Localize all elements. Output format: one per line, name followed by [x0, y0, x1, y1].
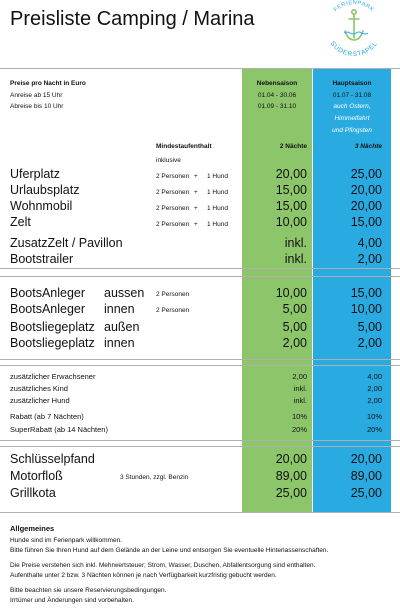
row-neben: 89,00 — [275, 469, 307, 483]
row-note: 3 Stunden, zzgl. Benzin — [120, 474, 189, 481]
row-name: zusätzliches Kind — [10, 384, 68, 393]
row-name: Uferplatz — [10, 167, 61, 181]
row-name: Rabatt (ab 7 Nächten) — [10, 412, 84, 421]
row-name: BootsAnleger — [10, 302, 86, 316]
row-name: zusätzlicher Hund — [10, 396, 70, 405]
divider — [0, 365, 400, 366]
row-plus: + — [194, 173, 198, 180]
page-title: Preisliste Camping / Marina — [10, 8, 255, 30]
minstay-haupt: 3 Nächte — [354, 143, 382, 150]
row-name: Motorfloß — [10, 469, 63, 483]
hauptsaison-note-1: auch Ostern, — [333, 103, 371, 110]
divider — [0, 440, 400, 441]
row-haupt: 20,00 — [350, 452, 382, 466]
row-haupt: 2,00 — [357, 252, 382, 266]
divider — [0, 268, 400, 269]
nebensaison-range-2: 01.09 - 31.10 — [257, 103, 297, 110]
row-haupt: 20,00 — [350, 183, 382, 197]
row-dog: 1 Hund — [207, 205, 228, 212]
row-neben: inkl. — [284, 236, 307, 250]
arrival-text: Anreise ab 15 Uhr — [10, 92, 63, 99]
general-heading: Allgemeines — [10, 524, 55, 533]
nebensaison-range-1: 01.04 - 30.06 — [257, 92, 297, 99]
inclusive-label: inklusive — [156, 157, 181, 164]
row-persons: 2 Personen — [156, 205, 190, 212]
hauptsaison-range: 01.07 - 31.08 — [332, 92, 372, 99]
row-neben: inkl. — [284, 252, 307, 266]
row-name: Zelt — [10, 215, 31, 229]
row-neben: 2,00 — [282, 336, 307, 350]
row-haupt: 5,00 — [357, 320, 382, 334]
row-haupt: 2,00 — [367, 396, 382, 405]
row-persons: 2 Personen — [156, 221, 190, 228]
row-plus: + — [194, 205, 198, 212]
row-neben: inkl. — [293, 396, 307, 405]
general-line: Bitte führen Sie Ihren Hund auf dem Gelände an der Leine und entsorgen Sie eventuelle Hinterlassenschaften. — [10, 547, 329, 554]
row-haupt: 4,00 — [357, 236, 382, 250]
row-name: Bootsliegeplatz — [10, 320, 95, 334]
row-haupt: 20% — [366, 425, 382, 434]
row-haupt: 25,00 — [350, 486, 382, 500]
price-label: Preise pro Nacht in Euro — [10, 80, 86, 87]
divider — [0, 276, 400, 277]
divider — [0, 446, 400, 447]
row-dog: 1 Hund — [207, 189, 228, 196]
row-where: außen — [104, 320, 140, 334]
general-line: Irrtümer und Änderungen sind vorbehalten. — [10, 597, 134, 604]
row-name: SuperRabatt (ab 14 Nächten) — [10, 425, 108, 434]
row-name: ZusatzZelt / Pavillon — [10, 236, 123, 250]
logo-bottom-text: SÜDERSTAPEL — [328, 40, 380, 56]
row-name: BootsAnleger — [10, 286, 86, 300]
svg-text:FERIENPARK — [333, 0, 375, 13]
row-plus: + — [194, 221, 198, 228]
row-neben: 5,00 — [282, 320, 307, 334]
row-persons: 2 Personen — [156, 189, 190, 196]
divider — [0, 359, 400, 360]
general-line: Die Preise verstehen sich inkl. Mehrwertsteuer; Strom, Wasser, Duschen, Abfallentsorgung sind enthalten. — [10, 562, 316, 569]
row-neben: 20% — [291, 425, 307, 434]
anchor-logo — [318, 0, 390, 56]
row-haupt: 20,00 — [350, 199, 382, 213]
row-where: aussen — [104, 286, 145, 300]
svg-text:SÜDERSTAPEL — [329, 40, 380, 56]
row-plus: + — [194, 189, 198, 196]
minstay-label: Mindestaufenthalt — [156, 143, 212, 150]
general-line: Aufenthalte unter 2 bzw. 3 Nächten können je nach Verfügbarkeit kurzfristig gebucht werden. — [10, 572, 277, 579]
divider — [0, 512, 400, 513]
divider — [0, 68, 400, 69]
row-haupt: 2,00 — [357, 336, 382, 350]
row-neben: 20,00 — [275, 452, 307, 466]
logo-top-text: FERIENPARK — [332, 0, 376, 14]
row-neben: 10,00 — [275, 286, 307, 300]
minstay-neben: 2 Nächte — [279, 143, 307, 150]
row-name: Schlüsselpfand — [10, 452, 95, 466]
row-where: innen — [104, 302, 135, 316]
hauptsaison-title: Hauptsaison — [332, 80, 372, 87]
row-name: Wohnmobil — [10, 199, 73, 213]
row-haupt: 10% — [366, 412, 382, 421]
row-name: Urlaubsplatz — [10, 183, 80, 197]
row-neben: 20,00 — [275, 167, 307, 181]
row-dog: 1 Hund — [207, 173, 228, 180]
row-neben: 10,00 — [275, 215, 307, 229]
nebensaison-title: Nebensaison — [256, 80, 298, 87]
row-haupt: 25,00 — [350, 167, 382, 181]
row-name: zusätzlicher Erwachsener — [10, 372, 96, 381]
row-haupt: 2,00 — [367, 384, 382, 393]
row-haupt: 15,00 — [350, 286, 382, 300]
row-dog: 1 Hund — [207, 221, 228, 228]
row-neben: 15,00 — [275, 199, 307, 213]
departure-text: Abreise bis 10 Uhr — [10, 103, 64, 110]
row-neben: 10% — [291, 412, 307, 421]
row-where: innen — [104, 336, 135, 350]
hauptsaison-note-3: und Pfingsten — [332, 127, 372, 134]
row-haupt: 10,00 — [350, 302, 382, 316]
general-line: Hunde sind im Ferienpark willkommen. — [10, 537, 122, 544]
hauptsaison-note-2: Himmelfahrt — [334, 115, 370, 122]
row-name: Bootsliegeplatz — [10, 336, 95, 350]
row-persons: 2 Personen — [156, 291, 190, 298]
row-haupt: 89,00 — [350, 469, 382, 483]
wave-icon — [344, 32, 368, 34]
row-name: Grillkota — [10, 486, 56, 500]
row-neben: 2,00 — [292, 372, 307, 381]
row-name: Bootstrailer — [10, 252, 74, 266]
row-neben: 25,00 — [275, 486, 307, 500]
anchor-icon — [345, 10, 363, 40]
row-haupt: 15,00 — [350, 215, 382, 229]
row-neben: 15,00 — [275, 183, 307, 197]
row-persons: 2 Personen — [156, 307, 190, 314]
row-haupt: 4,00 — [367, 372, 382, 381]
general-line: Bitte beachten sie unsere Reservierungsbedingungen. — [10, 587, 167, 594]
row-neben: inkl. — [293, 384, 307, 393]
row-neben: 5,00 — [282, 302, 307, 316]
row-persons: 2 Personen — [156, 173, 190, 180]
